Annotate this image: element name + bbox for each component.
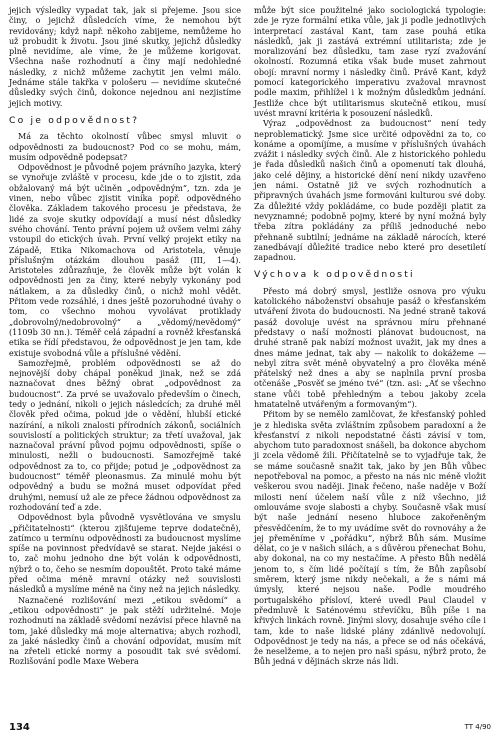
section-heading: Výchova k odpovědnosti <box>254 269 415 281</box>
paragraph: Přitom by se nemělo zamlčovat, že křesťanský pohled je z hlediska světa zvláštním způsobem paradoxní a že křesťanství z nikoli nepodstatné části závisí v tom, abychom tuto paradoxnost snášeli, ba dokonce abychom ji zcela vědomě žili. Přičítatelně se to vyjadřuje tak, že se máme současně snažit tak, jako by jen Bůh vůbec nepotřeboval na pomoc, a přesto na nás nic méně vložit veškerou svou naději. Jinak řečeno, naše naděje v Boží milosti není účelem naší vůle z níž všechno, již omlouváme svoje slabosti a chyby. Současně však musí být naše jednání neseno hluboce zakořeněným přesvědčením, že to my uvádíme svět do rovnováhy a že jej přeměníme v „pořádku“, nýbrž Bůh sám. Musíme dělat, co je v našich silách, a s důvěrou přenechat Bohu, aby dokonal, na co my nestačíme. A přesto Bůh nedělá jenom to, s čím lidé počítají s tím, že Bůh zapůsobí směrem, který jsme nikdy nečekali, a že s námi má úmysly, které nejsou naše. Podle moudrého portugalského přísloví, které uvedl Paul Claudel v předmluvě k Saténovému střevíčku, Bůh píše i na křivých linkách rovně. Jinými slovy, dosahuje svého cíle i tam, kde to naše lidské plány zdánlivě nedovolují. Odpovědnost je tedy na nás, a přece se od nás očekává, že neselžeme, a to nejen pro naši spásu, nýbrž proto, že Bůh jedná v dějinách skrze nás lidi. <box>254 410 486 667</box>
page-footer <box>9 722 491 734</box>
right-column <box>254 6 486 668</box>
page-number: 134 <box>9 722 30 733</box>
paragraph: může být sice použitelné jako sociologická typologie: zde je ryze formální etika vůle, jak ji podle jednotlivých interpretací zastával Kant, tam zase pouhá etika následků, jak ji zastává extrémní utilitarista; zde je moralizování bez důsledku, tam zase ryzí zvažování okolností. Rozumná etika však bude muset zahrnout obojí: mravní normy i následky činů. Právě Kant, když pomocí kategorického imperativu zvažoval mravnost podle maxim, přihlížel i k možným důsledkům jednání. Jestliže chce být utilitarismus skutečně etikou, musí uvést mravní kritéria k posouzení následků. <box>254 6 486 118</box>
left-column <box>9 6 241 668</box>
paragraph: Přesto má dobrý smysl, jestliže osnova pro výuku katolického náboženství obsahuje pasáž o křesťanském utváření života do budoucnosti. Na jedné straně taková pasáž dovoluje uvést na správnou míru přehnané představy o naší možnosti plánovat budoucnost, na druhé straně pak nabízí možnost uvažit, jak my dnes a dnes máme jednat, tak aby — nakolik to dokážeme — nebyl zítra svět méně obyvatelný a pro člověka méně přátelský než dnes a aby se naplnila první prosba otčenáše „Posvěť se jméno tvé“ (tzn. asi: „Ať se všechno stane vůči tobě přehledným a tebou jakoby zcela hmatatelně utvářeným a formovaným“). <box>254 286 486 409</box>
paragraph: Samozřejmě, problém odpovědnosti se až do nejnovější doby chápal poněkud jinak, než se zdá naznačovat dnes běžný obrat „odpovědnost za budoucnost“. Za prvé se uvažovalo především o činech, tedy o jednání, nikoli o jejich následcích; za druhé měl člověk před očima, pokud jde o vědění, hlubší etické nazírání, a nikoli znalosti přírodních zákonů, sociálních souvislostí a politických struktur; za třetí uvažoval, jak naznačoval právní původ pojmu odpovědnosti, spíše o minulosti, nežli o budoucnosti. Samozřejmě také odpovědnost za to, co přijde; potud je „odpovědnost za budoucnost“ téměř pleonasmus. Za minulé mohu být odpovědný a budu se možná muset odpovídat před druhými, nemusí už ale ze přece žádnou odpovědnost za rozhodování teď a zde. <box>9 358 241 512</box>
paragraph: Odpovědnost byla původně vysvětlována ve smyslu „přičitatelnosti“ (kterou zjišťujeme teprve dodatečně), zatímco u termínu odpovědnosti za budoucnost myslíme spíše na povinnost předvídavě se starat. Nejde jakési o to, zač mohu jednoho dne být volán k odpovědnosti, nýbrž o to, čeho se nesmím dopouštět. Proto také máme před očima méně mravní otázky než souvislosti následků a myslíme méně na činy než na jejich následky. <box>9 513 241 595</box>
paragraph: Odpovědnost je původně pojem právního jazyka, který se vynořuje zvláště v procesu, kde jde o to zjistit, zda obžalovaný má být učiněn „odpovědným“, tzn. zda je vinen, nebo vůbec zjistit viníka popř. odpovědného člověka. Základem takového procesu je představa, že lidé za svoje skutky odpovídají a musí nést důsledky svého chování. Tento právní pojem už ovšem velmi záhy vstoupil do etických úvah. První velký projekt etiky na Západě, Etika Nikomachova od Aristotela, věnuje příslušným otázkám dlouhou pasáž (III, 1—4). Aristoteles zdůrazňuje, že člověk může být volán k odpovědnosti jen za činy, které nebyly vykonány pod nátlakem, a za důsledky činů, o nichž mohl vědět. Přitom vede rozsáhlé, i dnes ještě pozoruhodné úvahy o tom, co všechno mohou vyvolávat protiklady „dobrovolný/nedobrovolný“ a „vědomý/nevědomý“ (1109b 30 nn.). Téměř celá západní a rovněž křesťanská etika se řídí představou, že odpovědnost je jen tam, kde existuje svobodná vůle a příslušné vědění. <box>9 163 241 358</box>
paragraph: Výraz „odpovědnost za budoucnost“ není tedy neproblematický. Jsme sice určité odpovědni za to, co konáme a opomíjíme, a musíme v příslušných úvahách zvážit i následky svých činů. Ale z historického pohledu je řada důsledků našich činů a opomenutí tak dlouhá, jako celé dějiny, a historické dění není nikdy uzavřeno jen námi. Ostatně již ve svých rozhodnutích a připravných úvahách jsme formováni kulturou své doby. Za důležité vždy pokládáme, co bude později platit za nevyznamné; podobně pojmy, které by nyní možná byly třeba zítra pokládány za příliš jednoduché nebo přehnaně subtilní; jednáme na základě nárocích, které zanedbávají důležité tradice nebo které pro desetiletí zapadnou. <box>254 119 486 263</box>
section-heading: Co je odpovědnost? <box>9 114 140 126</box>
paragraph: jejich výsledky vypadat tak, jak si přejeme. Jsou sice činy, o jejichž důsledcích víme, že nemohou být revidovány; když např. někoho zabijeme, nemůžeme ho už probudit k životu. Jsou jiné skutky, jejichž důsledky plně nevidíme, ale víme, že je můžeme korigovat. Všechna naše rozhodnutí a činy mají nedohledné následky, z nichž můžeme zachytit jen velmi málo. Jednáme stále takřka v pološeru — nevidíme skutečné důsledky svých činů, dokonce nejednou ani nezjistíme jejich motivy. <box>9 6 241 108</box>
paragraph: Má za těchto okolností vůbec smysl mluvit o odpovědnosti za budoucnost? Pod co se mohu, mám, musím odpovědně podepsat? <box>9 132 241 162</box>
journal-reference: TT 4/90 <box>464 723 491 731</box>
paragraph: Naznačené rozlišování mezi „etikou svědomí“ a „etikou odpovědnosti“ je pak stěží udržitelné. Moje rozhodnutí na základě svědomí nezávisí přece hlavně na tom, jaké důsledky má moje alternativa; abych rozhodl, za jaké následky činů a chování odpovídat, musím mít na zřeteli etické normy a posoudit tak své svědomí. Rozlišování podle Maxe Webera <box>9 595 241 667</box>
